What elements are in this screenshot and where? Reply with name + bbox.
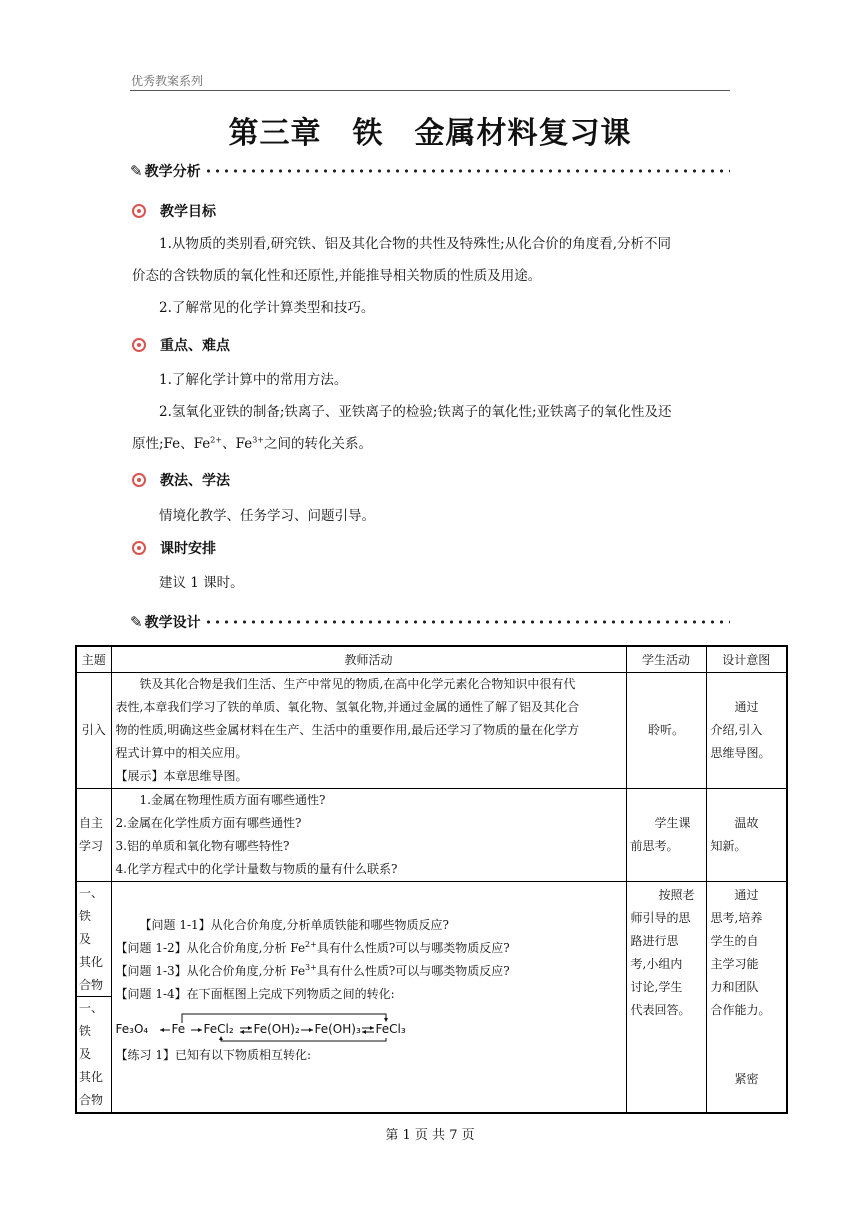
text-span: 原性;Fe、Fe bbox=[132, 436, 211, 452]
section-label: 教学分析 bbox=[144, 164, 201, 180]
text-line bbox=[132, 428, 732, 460]
intent-cell bbox=[706, 882, 787, 1114]
pen-icon: ✎ bbox=[130, 162, 143, 180]
text-line: 合作能力。 bbox=[710, 1003, 771, 1017]
topic-subcell bbox=[77, 997, 111, 1112]
superscript: 3+ bbox=[252, 435, 265, 445]
student-cell bbox=[626, 789, 706, 882]
topic-subcell bbox=[77, 882, 111, 997]
section-teaching-design bbox=[130, 611, 730, 633]
target-bullet-icon bbox=[132, 541, 146, 555]
cell-text bbox=[112, 789, 626, 881]
text-line: 及 bbox=[79, 932, 92, 946]
page-title: 第三章 铁 金属材料复习课 bbox=[228, 116, 632, 151]
text-line: 学习 bbox=[79, 839, 104, 853]
topic-cell bbox=[76, 882, 111, 1114]
column-header: 设计意图 bbox=[706, 646, 787, 673]
subheading-schedule bbox=[132, 537, 216, 559]
text-line: 紧密 bbox=[734, 1072, 759, 1086]
schedule-paragraph bbox=[132, 567, 732, 599]
teacher-cell bbox=[111, 673, 626, 789]
target-bullet-icon bbox=[132, 473, 146, 487]
text-line: 前思考。 bbox=[630, 839, 679, 853]
text-line: 其化 bbox=[79, 1070, 104, 1084]
methods-paragraph bbox=[132, 500, 732, 532]
text-line: 合物 bbox=[79, 978, 104, 992]
topic-cell bbox=[76, 673, 111, 789]
text-line: 通过 bbox=[734, 888, 759, 902]
subheading-keypoints bbox=[132, 334, 230, 356]
text-span: 具有什么性质?可以与哪类物质反应? bbox=[316, 941, 510, 955]
cell-text bbox=[627, 882, 706, 1022]
superscript: 2+ bbox=[305, 940, 317, 949]
column-header: 主题 bbox=[76, 646, 111, 673]
cell-text bbox=[112, 673, 626, 788]
cell-text bbox=[112, 882, 626, 1067]
text-line: 【练习 1】已知有以下物质相互转化: bbox=[115, 1048, 311, 1062]
text-line: 【展示】本章思维导图。 bbox=[115, 769, 248, 783]
student-cell bbox=[626, 673, 706, 789]
text-line: 一、铁 bbox=[79, 886, 104, 923]
text-line: 程式计算中的相关应用。 bbox=[115, 746, 248, 760]
text-line: 1.金属在物理性质方面有哪些通性? bbox=[139, 793, 326, 807]
table-row bbox=[76, 882, 787, 1114]
text-line: 考,小组内 bbox=[630, 957, 683, 971]
text-span: 之间的转化关系。 bbox=[264, 436, 373, 452]
text-line: 温故 bbox=[734, 816, 759, 830]
text-line: 及 bbox=[79, 1047, 92, 1061]
text-line: 一、铁 bbox=[79, 1001, 104, 1038]
cell-text bbox=[77, 812, 111, 858]
text-line: 物的性质,明确这些金属材料在生产、生活中的重要作用,最后还学习了物质的量在化学方 bbox=[115, 723, 580, 737]
text-line: 3.铝的单质和氧化物有哪些特性? bbox=[115, 839, 290, 853]
text-line bbox=[116, 937, 622, 960]
text-line: 1.从物质的类别看,研究铁、铝及其化合物的共性及特殊性;从化合价的角度看,分析不同 bbox=[159, 236, 672, 252]
intent-cell bbox=[706, 673, 787, 789]
pen-icon: ✎ bbox=[130, 613, 143, 631]
conversion-flowchart bbox=[116, 1008, 622, 1042]
formula-fe: Fe bbox=[171, 1022, 186, 1036]
text-line: 情境化教学、任务学习、问题引导。 bbox=[159, 508, 375, 524]
text-line bbox=[116, 960, 622, 983]
text-line: 表性,本章我们学习了铁的单质、氧化物、氢氧化物,并通过金属的通性了解了铝及其化合 bbox=[115, 700, 580, 714]
text-line: 思维导图。 bbox=[710, 746, 771, 760]
page-footer: 第 1 页 共 7 页 bbox=[385, 1128, 475, 1143]
target-bullet-icon bbox=[132, 338, 146, 352]
column-header: 教师活动 bbox=[111, 646, 626, 673]
text-line: 2.氢氧化亚铁的制备;铁离子、亚铁离子的检验;铁离子的氧化性;亚铁离子的氧化性及还 bbox=[159, 404, 672, 420]
subheading-label: 教学目标 bbox=[160, 204, 216, 220]
text-line: 主学习能 bbox=[710, 957, 759, 971]
text-line: 【问题 1-1】从化合价角度,分析单质铁能和哪些物质反应? bbox=[139, 918, 449, 932]
cell-text bbox=[627, 812, 706, 858]
subheading-methods bbox=[132, 469, 230, 491]
text-line: 自主 bbox=[79, 816, 104, 830]
column-header: 学生活动 bbox=[626, 646, 706, 673]
dotted-divider bbox=[204, 164, 730, 178]
formula-fecl2: FeCl₂ bbox=[203, 1022, 234, 1036]
text-line: 价态的含铁物质的氧化性和还原性,并能推导相关物质的性质及用途。 bbox=[132, 268, 542, 284]
cell-text bbox=[707, 882, 787, 1091]
cell-text: 聆听。 bbox=[647, 723, 684, 737]
header-rule bbox=[130, 90, 730, 91]
text-line: 2.了解常见的化学计算类型和技巧。 bbox=[159, 300, 375, 316]
subheading-label: 课时安排 bbox=[160, 541, 216, 557]
text-line: 知新。 bbox=[710, 839, 747, 853]
table-row bbox=[76, 789, 787, 882]
text-line: 代表回答。 bbox=[630, 1003, 691, 1017]
text-span: 、Fe bbox=[222, 436, 253, 452]
text-line: 合物 bbox=[79, 1093, 104, 1107]
keypoints-paragraph bbox=[132, 364, 732, 460]
text-line: 通过 bbox=[734, 700, 759, 714]
text-line: 铁及其化合物是我们生活、生产中常见的物质,在高中化学元素化合物知识中很有代 bbox=[139, 677, 576, 691]
text-line: 按照老 bbox=[658, 888, 695, 902]
text-span: 具有什么性质?可以与哪类物质反应? bbox=[316, 964, 510, 978]
intent-cell bbox=[706, 789, 787, 882]
text-line: 学生的自 bbox=[710, 934, 759, 948]
text-line: 其化 bbox=[79, 955, 104, 969]
subheading-label: 重点、难点 bbox=[160, 338, 230, 354]
student-cell bbox=[626, 882, 706, 1114]
superscript: 3+ bbox=[305, 963, 317, 972]
text-line: 建议 1 课时。 bbox=[159, 575, 244, 591]
text-line: 【问题 1-4】在下面框图上完成下列物质之间的转化: bbox=[115, 987, 395, 1001]
formula-feoh3: Fe(OH)₃ bbox=[314, 1022, 361, 1036]
section-label: 教学设计 bbox=[144, 615, 201, 631]
text-line: 力和团队 bbox=[710, 980, 759, 994]
target-bullet-icon bbox=[132, 204, 146, 218]
text-line: 4.化学方程式中的化学计量数与物质的量有什么联系? bbox=[115, 862, 398, 876]
cell-text bbox=[707, 812, 787, 858]
text-line: 讨论,学生 bbox=[630, 980, 683, 994]
text-span: 【问题 1-3】从化合价角度,分析 Fe bbox=[115, 964, 306, 978]
teaching-design-table bbox=[75, 645, 788, 1114]
text-line: 学生课 bbox=[654, 816, 691, 830]
teacher-cell bbox=[111, 882, 626, 1114]
text-line: 思考,培养 bbox=[710, 911, 763, 925]
cell-text: 引入 bbox=[81, 723, 106, 737]
text-span: 【问题 1-2】从化合价角度,分析 Fe bbox=[115, 941, 306, 955]
text-line: 1.了解化学计算中的常用方法。 bbox=[159, 372, 348, 388]
text-line: 路进行思 bbox=[630, 934, 679, 948]
topic-cell bbox=[76, 789, 111, 882]
superscript: 2+ bbox=[210, 435, 223, 445]
formula-fe3o4: Fe₃O₄ bbox=[115, 1022, 149, 1036]
text-line: 介绍,引入 bbox=[710, 723, 763, 737]
formula-fecl3: FeCl₃ bbox=[375, 1022, 406, 1036]
subheading-goals bbox=[132, 200, 216, 222]
series-label: 优秀教案系列 bbox=[131, 74, 204, 88]
table-row bbox=[76, 673, 787, 789]
dotted-divider bbox=[204, 615, 730, 629]
table-header-row bbox=[76, 646, 787, 673]
teacher-cell bbox=[111, 789, 626, 882]
text-line: 师引导的思 bbox=[630, 911, 691, 925]
cell-text bbox=[707, 696, 787, 765]
text-line: 2.金属在化学性质方面有哪些通性? bbox=[115, 816, 302, 830]
subheading-label: 教法、学法 bbox=[160, 473, 230, 489]
goals-paragraph bbox=[132, 228, 732, 324]
formula-feoh2: Fe(OH)₂ bbox=[253, 1022, 300, 1036]
section-teaching-analysis bbox=[130, 160, 730, 182]
